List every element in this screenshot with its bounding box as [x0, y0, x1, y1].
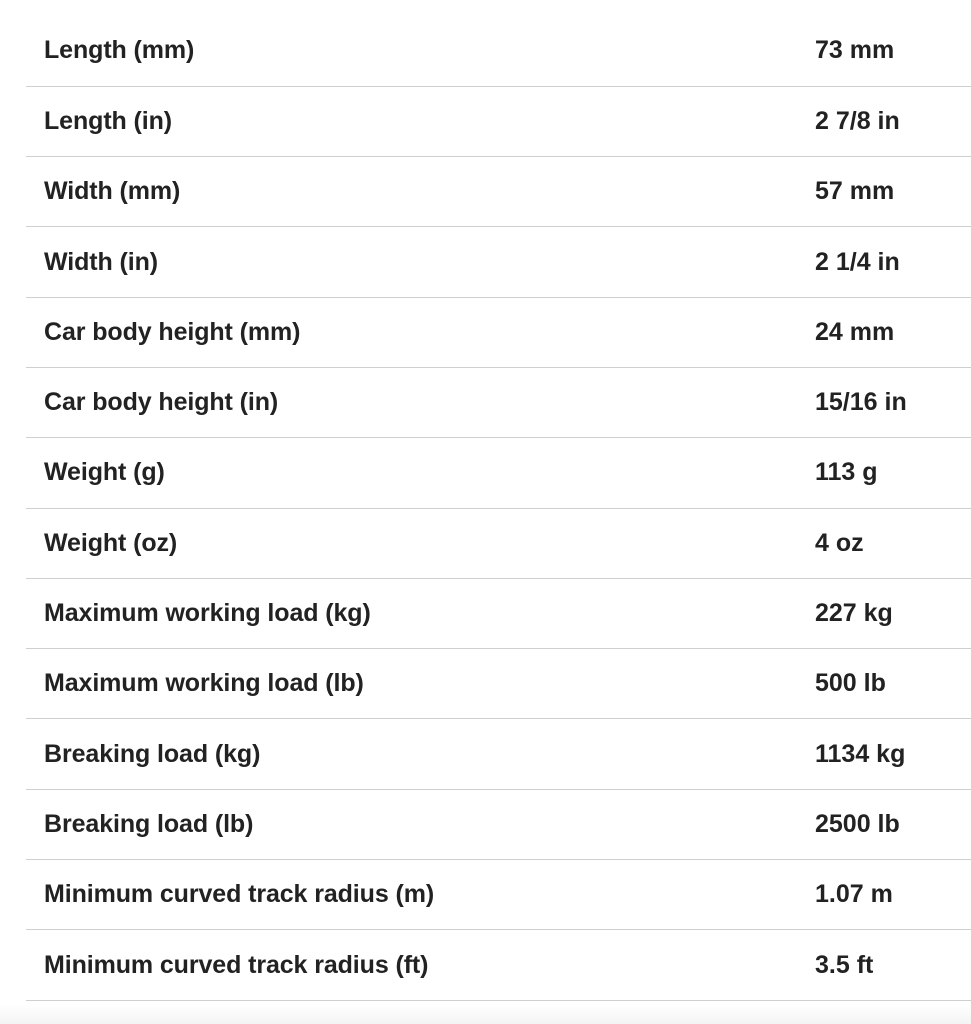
- spec-value: 3.5 ft: [815, 950, 874, 979]
- spec-value: 2500 lb: [815, 809, 900, 838]
- spec-value: 15/16 in: [815, 388, 907, 417]
- spec-row-max-working-load-lb: [26, 649, 971, 719]
- spec-value: 57 mm: [815, 177, 895, 206]
- spec-row-width-in: [26, 227, 971, 297]
- spec-value: 227 kg: [815, 599, 893, 628]
- spec-label: Length (mm): [44, 36, 195, 65]
- spec-label: Weight (g): [44, 458, 165, 487]
- spec-row-car-body-height-in: [26, 367, 971, 437]
- spec-label: Car body height (mm): [44, 317, 301, 346]
- spec-label: Minimum curved track radius (ft): [44, 950, 429, 979]
- spec-value: 2 1/4 in: [815, 247, 900, 276]
- spec-label: Length (in): [44, 106, 173, 135]
- spec-value: 4 oz: [815, 528, 864, 557]
- spec-value: 1.07 m: [815, 880, 893, 909]
- spec-row-weight-oz: [26, 508, 971, 578]
- spec-label: Breaking load (kg): [44, 739, 261, 768]
- specifications-table: [26, 16, 971, 1001]
- spec-row-car-body-height-mm: [26, 297, 971, 367]
- spec-label: Width (mm): [44, 177, 181, 206]
- spec-row-width-mm: [26, 157, 971, 227]
- spec-label: Weight (oz): [44, 528, 178, 557]
- spec-label: Maximum working load (kg): [44, 599, 371, 628]
- spec-value: 2 7/8 in: [815, 106, 900, 135]
- spec-value: 24 mm: [815, 317, 895, 346]
- spec-row-min-curved-track-radius-ft: [26, 930, 971, 1000]
- spec-label: Width (in): [44, 247, 159, 276]
- spec-row-breaking-load-kg: [26, 719, 971, 789]
- spec-row-length-in: [26, 86, 971, 156]
- spec-row-breaking-load-lb: [26, 789, 971, 859]
- spec-label: Car body height (in): [44, 388, 279, 417]
- spec-row-length-mm: [26, 16, 971, 86]
- bottom-page-shade: [0, 1004, 971, 1024]
- spec-value: 73 mm: [815, 36, 895, 65]
- spec-value: 113 g: [815, 458, 878, 487]
- specifications-table-body: [26, 16, 971, 1000]
- spec-row-max-working-load-kg: [26, 578, 971, 648]
- spec-row-min-curved-track-radius-m: [26, 860, 971, 930]
- spec-value: 500 lb: [815, 669, 886, 698]
- spec-value: 1134 kg: [815, 739, 906, 768]
- spec-row-weight-g: [26, 438, 971, 508]
- spec-label: Minimum curved track radius (m): [44, 880, 435, 909]
- spec-label: Breaking load (lb): [44, 809, 254, 838]
- spec-label: Maximum working load (lb): [44, 669, 364, 698]
